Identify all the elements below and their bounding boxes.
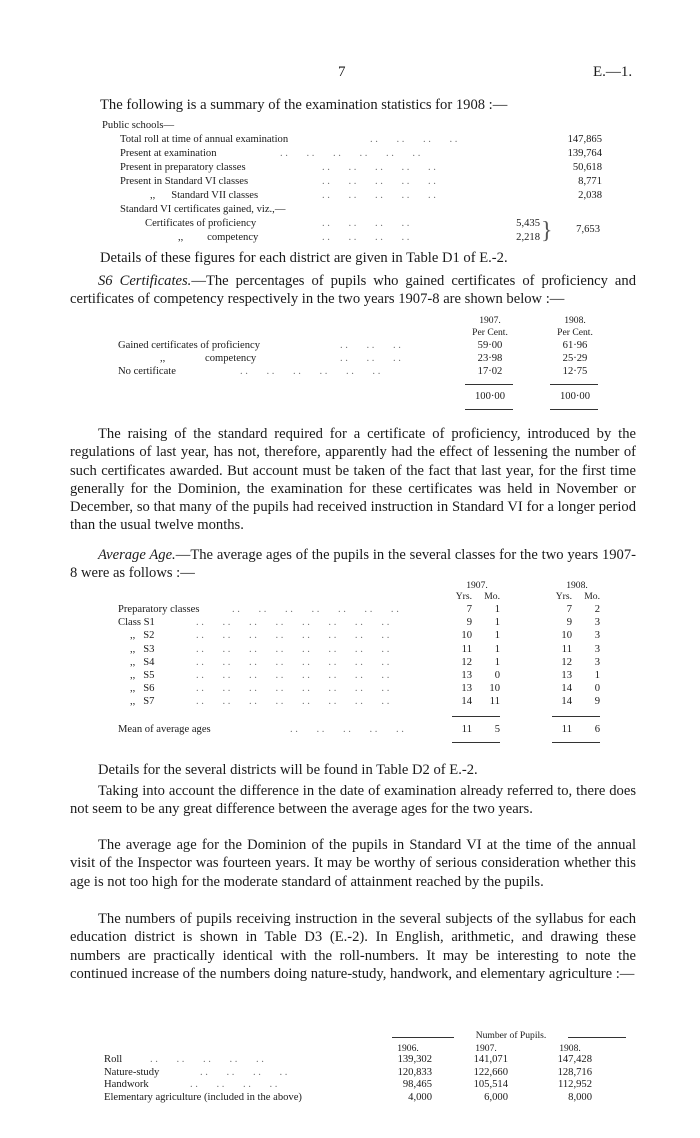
age-months-1908: 3 [594,617,600,629]
age-row-label: ,, S2 [130,630,155,642]
age-row-label: Preparatory classes [118,604,200,615]
age-mean-months-1908: 6 [594,724,600,735]
s6-row-label: Gained certificates of proficiency [118,340,261,351]
s6-text: —The percentages of pupils who gained certificates of proficiency and certificates of competency respectively in the two years 1907-8 are shown below :— [70,273,636,308]
subjects-col-year: 1908. [559,1043,581,1054]
s6-value-1908: 61·96 [562,340,588,351]
summary-row-label: Present in Standard VI classes [120,176,249,187]
age-years-1908: 9 [566,617,572,629]
taking-paragraph: Taking into account the difference in the date of examination already referred to, there does not seem to be any great difference between the average ages for the two years. [70,783,636,818]
age-sub-header: Yrs. [555,591,572,602]
summary-group-label: Public schools— [102,120,175,131]
age-years-1907: 13 [461,670,472,681]
age-months-1907: 1 [494,643,500,655]
s6-total-1908: 100·00 [559,391,590,402]
age-col-year: 1908. [566,580,588,591]
age-months-1908: 3 [594,656,600,668]
subjects-value-1908: 8,000 [568,1091,592,1103]
subjects-value-1906: 4,000 [408,1091,432,1103]
s6-row-label: No certificate [118,366,176,377]
subjects-group-header [392,1030,630,1042]
age-years-1908: 14 [561,683,572,695]
age-months-1907: 1 [494,630,500,642]
average-paragraph: The average age for the Dominion of the pupils in Standard VI at the time of the annual visit of the Inspector was fourteen years. It may be worthy of serious consideration whether this age is not too high for the moderate standard of attainment reached by the pupils. [70,837,636,890]
age-years-1907: 14 [461,696,472,708]
s6-sum-rule [465,384,513,385]
s6-title: S6 Certificates. [98,273,192,289]
age-row-label: ,, S7 [130,696,155,708]
age-mean-months-1907: 5 [494,724,500,735]
cert-row-label: ,, competency [178,232,259,243]
age-months-1907: 1 [494,656,500,668]
summary-row-label: Total roll at time of annual examination [120,134,289,145]
subjects-row-label: Roll [104,1054,123,1065]
s6-value-1907: 17·02 [477,366,503,377]
age-row-label: ,, S6 [130,683,155,695]
subjects-col-year: 1907. [475,1043,497,1054]
s6-sum-rule [550,384,598,385]
summary-row-value: 139,764 [567,148,602,159]
subjects-row-label: Nature-study [104,1066,160,1078]
age-sub-header: Mo. [584,591,600,602]
subjects-value-1906: 98,465 [402,1079,432,1091]
s6-col-unit: Per Cent. [472,327,508,338]
subjects-col-year: 1906. [397,1043,419,1054]
cert-row-value: 5,435 [516,218,540,229]
subjects-value-1908: 147,428 [557,1054,592,1065]
subjects-value-1907: 141,071 [473,1054,508,1065]
numbers-paragraph: The numbers of pupils receiving instruction in the several subjects of the syllabus for each education district is shown in Table D3 (E.-2). In English, arithmetic, and drawing these numbers are practically identical with the roll-numbers. It may be interesting to note the continued increase of the numbers doing nature-study, handwork, and elementary agriculture :— [70,911,636,982]
age-total-rule [452,742,500,743]
summary-row-label: Present in preparatory classes [120,162,246,173]
age-years-1907: 11 [461,643,472,655]
summary-row-label: ,, Standard VII classes [150,190,259,201]
age-years-1907: 12 [461,656,472,668]
subjects-value-1906: 139,302 [397,1054,432,1065]
age-months-1907: 1 [494,617,500,629]
cert-heading: Standard VI certificates gained, viz.,— [120,204,286,215]
age-months-1908: 2 [594,604,600,615]
s6-paragraph [70,272,636,309]
age-col-year: 1907. [466,580,488,591]
s6-value-1907: 23·98 [477,353,503,364]
raising-paragraph: The raising of the standard required for a certificate of proficiency, introduced by the regulations of last year, has not, therefore, apparently had the effect of lessening the number of such certificates awarded. But account must be taken of the fact that last year, for the first time generally for the Dominion, the examination for these certificates was held in November or December, so that many of the pupils had received instruction in Standard VI for a longer period than the usual twelve months. [70,426,636,534]
s6-value-1908: 25·29 [562,353,588,364]
age-years-1908: 11 [561,643,572,655]
details-d1-paragraph: Details of these figures for each district are given in Table D1 of E.-2. [100,250,508,266]
summary-row-value: 147,865 [567,134,602,145]
age-row-label: ,, S5 [130,670,155,681]
s6-total-rule [550,409,598,410]
age-months-1908: 1 [594,670,600,681]
subjects-value-1907: 105,514 [473,1079,508,1091]
age-months-1908: 3 [594,643,600,655]
age-years-1908: 7 [566,604,572,615]
page-number: 7 [338,64,346,80]
age-years-1908: 10 [561,630,572,642]
age-sum-rule [552,716,600,717]
age-row-label: ,, S4 [130,656,155,668]
summary-row-value: 8,771 [578,176,602,187]
age-months-1907: 0 [494,670,500,681]
cert-total: 7,653 [576,224,600,235]
summary-row-value: 50,618 [572,162,602,173]
age-sub-header: Mo. [484,591,500,602]
subjects-group-title: Number of Pupils. [475,1030,547,1041]
subjects-value-1907: 122,660 [473,1066,508,1078]
summary-row-label: Present at examination [120,148,217,159]
s6-col-unit: Per Cent. [557,327,593,338]
age-total-rule [552,742,600,743]
age-years-1907: 9 [466,617,472,629]
age-years-1907: 7 [466,604,472,615]
summary-row-value: 2,038 [578,190,602,201]
age-row-label: Class S1 [118,617,155,629]
document-reference: E.—1. [593,64,633,80]
subjects-value-1906: 120,833 [397,1066,432,1078]
details-d2-paragraph: Details for the several districts will be found in Table D2 of E.-2. [98,762,478,778]
age-mean-years-1907: 11 [461,724,472,735]
age-sum-rule [452,716,500,717]
subjects-row-label: Handwork [104,1079,149,1091]
age-title: Average Age. [98,547,176,563]
age-mean-years-1908: 11 [561,724,572,735]
age-months-1908: 3 [594,630,600,642]
summary-intro: The following is a summary of the examination statistics for 1908 :— [100,97,508,113]
subjects-row-label: Elementary agriculture (included in the above) [104,1091,302,1103]
age-years-1907: 10 [461,630,472,642]
s6-total-rule [465,409,513,410]
age-sub-header: Yrs. [455,591,472,602]
s6-value-1908: 12·75 [562,366,588,377]
subjects-value-1907: 6,000 [484,1091,508,1103]
s6-col-year: 1908. [564,315,586,326]
age-paragraph [70,546,636,583]
s6-col-year: 1907. [479,315,501,326]
age-mean-label: Mean of average ages [118,724,211,735]
age-months-1908: 0 [594,683,600,695]
s6-value-1907: 59·00 [477,340,503,351]
age-text: —The average ages of the pupils in the several classes for the two years 1907-8 were as follows :— [70,547,637,582]
age-months-1907: 1 [494,604,500,615]
age-row-label: ,, S3 [130,643,155,655]
age-years-1908: 14 [561,696,572,708]
age-months-1908: 9 [594,696,600,708]
age-months-1907: 11 [489,696,500,708]
cert-row-label: Certificates of proficiency [145,218,257,229]
age-months-1907: 10 [489,683,500,695]
subjects-value-1908: 112,952 [557,1079,592,1091]
subjects-value-1908: 128,716 [557,1066,592,1078]
age-years-1908: 13 [561,670,572,681]
age-years-1908: 12 [561,656,572,668]
s6-total-1907: 100·00 [474,391,505,402]
cert-row-value: 2,218 [516,232,540,243]
s6-row-label: ,, competency [160,353,257,364]
age-years-1907: 13 [461,683,472,695]
cert-brace: } [541,218,553,244]
